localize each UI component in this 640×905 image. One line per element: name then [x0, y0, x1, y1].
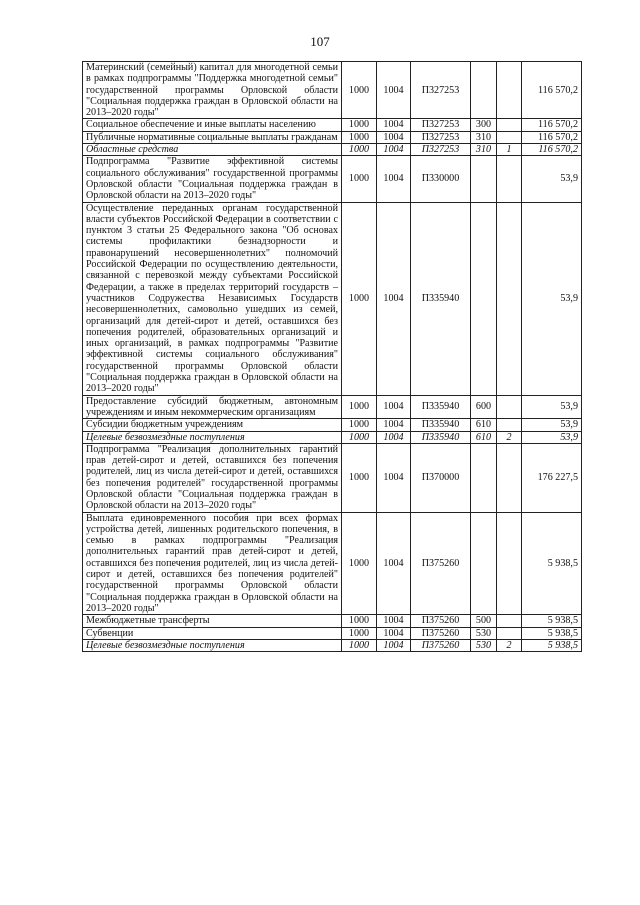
amount: 116 570,2 — [522, 131, 582, 143]
expense-type-code: 500 — [471, 615, 497, 627]
subsection-code: 1004 — [377, 639, 411, 651]
expense-type-code: 600 — [471, 395, 497, 419]
target-item-code: П375260 — [411, 639, 471, 651]
funding-source-code — [497, 202, 522, 395]
expense-type-code — [471, 443, 497, 512]
subsection-code: 1004 — [377, 419, 411, 431]
subsection-code: 1004 — [377, 512, 411, 615]
table-row — [83, 156, 582, 202]
funding-source-code — [497, 512, 522, 615]
target-item-code: П335940 — [411, 419, 471, 431]
amount: 53,9 — [522, 419, 582, 431]
amount: 5 938,5 — [522, 615, 582, 627]
section-code: 1000 — [342, 443, 377, 512]
section-code: 1000 — [342, 62, 377, 119]
table-row — [83, 639, 582, 651]
section-code: 1000 — [342, 144, 377, 156]
expense-type-code: 610 — [471, 431, 497, 443]
expense-type-code: 300 — [471, 119, 497, 131]
subsection-code: 1004 — [377, 131, 411, 143]
expense-type-code — [471, 156, 497, 202]
target-item-code: П375260 — [411, 627, 471, 639]
table-row — [83, 512, 582, 615]
amount: 116 570,2 — [522, 144, 582, 156]
expense-type-code: 530 — [471, 627, 497, 639]
table-row — [83, 144, 582, 156]
section-code: 1000 — [342, 156, 377, 202]
row-description: Выплата единовременного пособия при всех формах устройства детей, лишенных родительского попечения, в семью в рамках подпрограммы "Реализация дополнительных гарантий прав детей-сирот и детей, оставшихся без попечения родителей, лиц из числа детей-сирот и детей, оставшихся без попечения родителей" государственной программы Орловской области "Социальная поддержка граждан в Орловской области на 2013–2020 годы" — [83, 512, 342, 615]
amount: 53,9 — [522, 395, 582, 419]
row-description: Субсидии бюджетным учреждениям — [83, 419, 342, 431]
section-code: 1000 — [342, 119, 377, 131]
table-row — [83, 443, 582, 512]
amount: 53,9 — [522, 431, 582, 443]
target-item-code: П335940 — [411, 202, 471, 395]
table-row — [83, 431, 582, 443]
section-code: 1000 — [342, 627, 377, 639]
subsection-code: 1004 — [377, 443, 411, 512]
row-description: Межбюджетные трансферты — [83, 615, 342, 627]
funding-source-code: 1 — [497, 144, 522, 156]
funding-source-code — [497, 156, 522, 202]
target-item-code: П327253 — [411, 131, 471, 143]
subsection-code: 1004 — [377, 615, 411, 627]
section-code: 1000 — [342, 431, 377, 443]
expense-type-code — [471, 62, 497, 119]
section-code: 1000 — [342, 512, 377, 615]
row-description: Публичные нормативные социальные выплаты гражданам — [83, 131, 342, 143]
row-description: Подпрограмма "Реализация дополнительных гарантий прав детей-сирот и детей, оставшихся без попечения родителей, лиц из числа детей-сирот и детей, оставшихся без попечения родителей" государственной программы Орловской области "Социальная поддержка граждан в Орловской области на 2013–2020 годы" — [83, 443, 342, 512]
expense-type-code: 310 — [471, 131, 497, 143]
funding-source-code — [497, 131, 522, 143]
target-item-code: П327253 — [411, 144, 471, 156]
subsection-code: 1004 — [377, 119, 411, 131]
table-row — [83, 202, 582, 395]
page-number: 107 — [310, 34, 330, 49]
amount: 53,9 — [522, 202, 582, 395]
table-row — [83, 131, 582, 143]
funding-source-code: 2 — [497, 431, 522, 443]
amount: 5 938,5 — [522, 639, 582, 651]
row-description: Материнский (семейный) капитал для многодетной семьи в рамках подпрограммы "Поддержка многодетной семьи" государственной программы Орловской области "Социальная поддержка граждан в Орловской области на 2013–2020 годы" — [83, 62, 342, 119]
amount: 5 938,5 — [522, 627, 582, 639]
row-description: Целевые безвозмездные поступления — [83, 639, 342, 651]
row-description: Предоставление субсидий бюджетным, автономным учреждениям и иным некоммерческим организациям — [83, 395, 342, 419]
expense-type-code — [471, 202, 497, 395]
subsection-code: 1004 — [377, 395, 411, 419]
table-row — [83, 627, 582, 639]
amount: 53,9 — [522, 156, 582, 202]
funding-source-code: 2 — [497, 639, 522, 651]
section-code: 1000 — [342, 639, 377, 651]
subsection-code: 1004 — [377, 62, 411, 119]
funding-source-code — [497, 119, 522, 131]
amount: 5 938,5 — [522, 512, 582, 615]
table-row — [83, 419, 582, 431]
section-code: 1000 — [342, 202, 377, 395]
row-description: Осуществление переданных органам государственной власти субъектов Российской Федерации в соответствии с пунктом 3 статьи 25 Федерального закона "Об основах системы профилактики безнадзорности и правонарушений несовершеннолетних" полномочий Российской Федерации по осуществлению деятельности, связанной с перевозкой между субъектами Российской Федерации, а также в пределах территорий государств – участников Содружества Независимых Государств несовершеннолетних, самовольно ушедших из семей, организаций для детей-сирот и детей, оставшихся без попечения родителей, образовательных организаций и иных организаций, в рамках подпрограммы "Развитие эффективной системы социального обслуживания" государственной программы Орловской области "Социальная поддержка граждан в Орловской области на 2013–2020 годы" — [83, 202, 342, 395]
table-row — [83, 62, 582, 119]
table-row — [83, 119, 582, 131]
target-item-code: П370000 — [411, 443, 471, 512]
table-row — [83, 395, 582, 419]
funding-source-code — [497, 443, 522, 512]
subsection-code: 1004 — [377, 156, 411, 202]
row-description: Подпрограмма "Развитие эффективной системы социального обслуживания" государственной программы Орловской области "Социальная поддержка граждан в Орловской области на 2013–2020 годы" — [83, 156, 342, 202]
funding-source-code — [497, 615, 522, 627]
expense-type-code — [471, 512, 497, 615]
row-description: Целевые безвозмездные поступления — [83, 431, 342, 443]
target-item-code: П375260 — [411, 615, 471, 627]
table-row — [83, 615, 582, 627]
subsection-code: 1004 — [377, 202, 411, 395]
funding-source-code — [497, 62, 522, 119]
target-item-code: П335940 — [411, 431, 471, 443]
expense-type-code: 610 — [471, 419, 497, 431]
row-description: Субвенции — [83, 627, 342, 639]
target-item-code: П375260 — [411, 512, 471, 615]
amount: 116 570,2 — [522, 119, 582, 131]
target-item-code: П330000 — [411, 156, 471, 202]
row-description: Социальное обеспечение и иные выплаты населению — [83, 119, 342, 131]
target-item-code: П327253 — [411, 62, 471, 119]
subsection-code: 1004 — [377, 627, 411, 639]
subsection-code: 1004 — [377, 144, 411, 156]
expense-type-code: 310 — [471, 144, 497, 156]
amount: 116 570,2 — [522, 62, 582, 119]
funding-source-code — [497, 419, 522, 431]
section-code: 1000 — [342, 615, 377, 627]
funding-source-code — [497, 395, 522, 419]
target-item-code: П335940 — [411, 395, 471, 419]
funding-source-code — [497, 627, 522, 639]
table-body — [83, 62, 582, 652]
subsection-code: 1004 — [377, 431, 411, 443]
section-code: 1000 — [342, 131, 377, 143]
expense-type-code: 530 — [471, 639, 497, 651]
section-code: 1000 — [342, 395, 377, 419]
row-description: Областные средства — [83, 144, 342, 156]
section-code: 1000 — [342, 419, 377, 431]
amount: 176 227,5 — [522, 443, 582, 512]
budget-table — [82, 61, 582, 652]
target-item-code: П327253 — [411, 119, 471, 131]
